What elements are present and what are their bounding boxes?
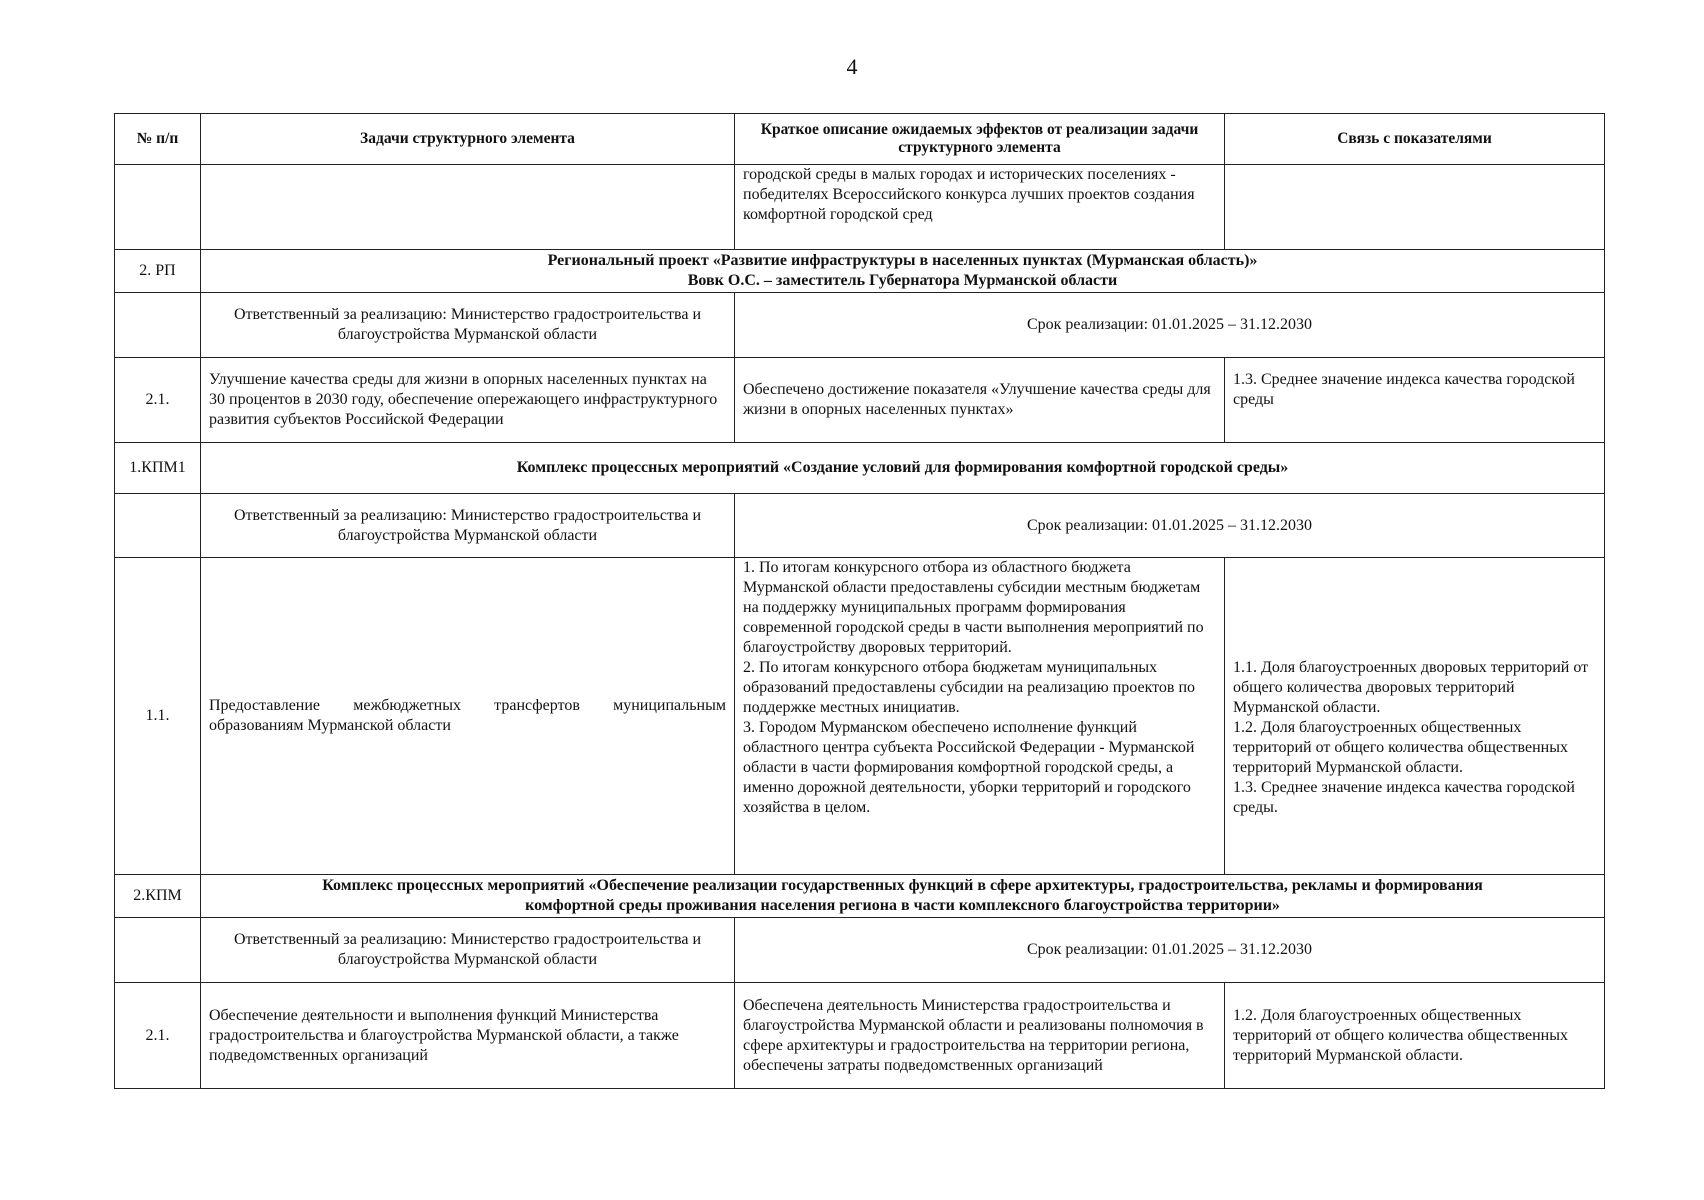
task-text: Улучшение качества среды для жизни в опорных населенных пунктах на 30 процентов в 2030 году, обеспечение опережающего инфраструктурного развития субъектов Российской Федерации [201, 358, 735, 443]
responsible-row [115, 918, 1605, 983]
cell-empty [115, 494, 201, 558]
cell-empty [115, 293, 201, 358]
task-row [115, 983, 1605, 1089]
term-cell: Срок реализации: 01.01.2025 – 31.12.2030 [735, 293, 1605, 358]
section-header-kpm1 [115, 443, 1605, 494]
task-link: 1.2. Доля благоустроенных общественных территорий от общего количества общественных территорий Мурманской области. [1225, 983, 1605, 1089]
task-effect: Обеспечена деятельность Министерства градостроительства и благоустройства Мурманской области и реализованы полномочия в сфере архитектуры и градостроительства на территории региона, обеспечены затраты подведомственных организаций [735, 983, 1225, 1089]
header-tasks: Задачи структурного элемента [201, 114, 735, 165]
task-row [115, 358, 1605, 443]
section-number: 2.КПМ [115, 875, 201, 918]
link-item: 1.3. Среднее значение индекса качества городской среды. [1233, 779, 1575, 816]
effect-item: 3. Городом Мурманском обеспечено исполнение функций областного центра субъекта Российской Федерации - Мурманской области в части формирования комфортной городской среды, а именно дорожной деятельности, уборки территорий и городского хозяйства в целом. [743, 719, 1195, 816]
responsible-cell: Ответственный за реализацию: Министерство градостроительства и благоустройства Мурманской области [201, 293, 735, 358]
task-link: 1.3. Среднее значение индекса качества городской среды [1225, 358, 1605, 443]
section-header-rp [115, 250, 1605, 293]
table-row-continuation [115, 165, 1605, 250]
task-links [1225, 558, 1605, 875]
section-title-line: комфортной среды проживания населения региона в части комплексного благоустройства территории» [525, 897, 1280, 914]
responsible-cell: Ответственный за реализацию: Министерство градостроительства и благоустройства Мурманской области [201, 494, 735, 558]
task-number: 2.1. [115, 358, 201, 443]
section-number: 2. РП [115, 250, 201, 293]
task-row [115, 558, 1605, 875]
link-item: 1.1. Доля благоустроенных дворовых территорий от общего количества дворовых территорий Мурманской области. [1233, 659, 1589, 716]
cell-empty [115, 918, 201, 983]
term-cell: Срок реализации: 01.01.2025 – 31.12.2030 [735, 494, 1605, 558]
cell-empty [1225, 165, 1605, 250]
cell-empty [201, 165, 735, 250]
cell-effects: городской среды в малых городах и исторических поселениях - победителях Всероссийского конкурса лучших проектов создания комфортной городской сред [735, 165, 1225, 250]
table-header-row [115, 114, 1605, 165]
page-number: 4 [846, 54, 858, 79]
effect-item: 1. По итогам конкурсного отбора из областного бюджета Мурманской области предоставлены субсидии местным бюджетам на поддержку муниципальных программ формирования современной городской среды в части выполнения мероприятий по благоустройству дворовых территорий. [743, 559, 1204, 656]
task-number: 2.1. [115, 983, 201, 1089]
task-text: Предоставление межбюджетных трансфертов муниципальным образованиям Мурманской области [201, 558, 735, 875]
responsible-row [115, 494, 1605, 558]
effect-item: 2. По итогам конкурсного отбора бюджетам муниципальных образований предоставлены субсидии на реализацию проектов по поддержке местных инициатив. [743, 659, 1196, 716]
responsible-cell: Ответственный за реализацию: Министерство градостроительства и благоустройства Мурманской области [201, 918, 735, 983]
section-header-kpm2 [115, 875, 1605, 918]
section-title [201, 250, 1605, 293]
section-title-line: Вовк О.С. – заместитель Губернатора Мурманской области [687, 272, 1118, 289]
section-title-line: Региональный проект «Развитие инфраструктуры в населенных пунктах (Мурманская область)» [547, 252, 1258, 269]
task-text: Обеспечение деятельности и выполнения функций Министерства градостроительства и благоустройства Мурманской области, а также подведомственных организаций [201, 983, 735, 1089]
section-title [201, 875, 1605, 918]
section-title-line: Комплекс процессных мероприятий «Обеспечение реализации государственных функций в сфере архитектуры, градостроительства, рекламы и формирования [322, 877, 1483, 894]
term-cell: Срок реализации: 01.01.2025 – 31.12.2030 [735, 918, 1605, 983]
task-effect: Обеспечено достижение показателя «Улучшение качества среды для жизни в опорных населенных пунктах» [735, 358, 1225, 443]
section-number: 1.КПМ1 [115, 443, 201, 494]
structural-elements-table [114, 113, 1605, 1089]
responsible-row [115, 293, 1605, 358]
header-effects: Краткое описание ожидаемых эффектов от реализации задачи структурного элемента [735, 114, 1225, 165]
task-number: 1.1. [115, 558, 201, 875]
link-item: 1.2. Доля благоустроенных общественных территорий от общего количества общественных территорий Мурманской области. [1233, 719, 1568, 776]
task-effects [735, 558, 1225, 875]
section-title: Комплекс процессных мероприятий «Создание условий для формирования комфортной городской среды» [201, 443, 1605, 494]
cell-empty [115, 165, 201, 250]
header-link: Связь с показателями [1225, 114, 1605, 165]
header-num: № п/п [115, 114, 201, 165]
